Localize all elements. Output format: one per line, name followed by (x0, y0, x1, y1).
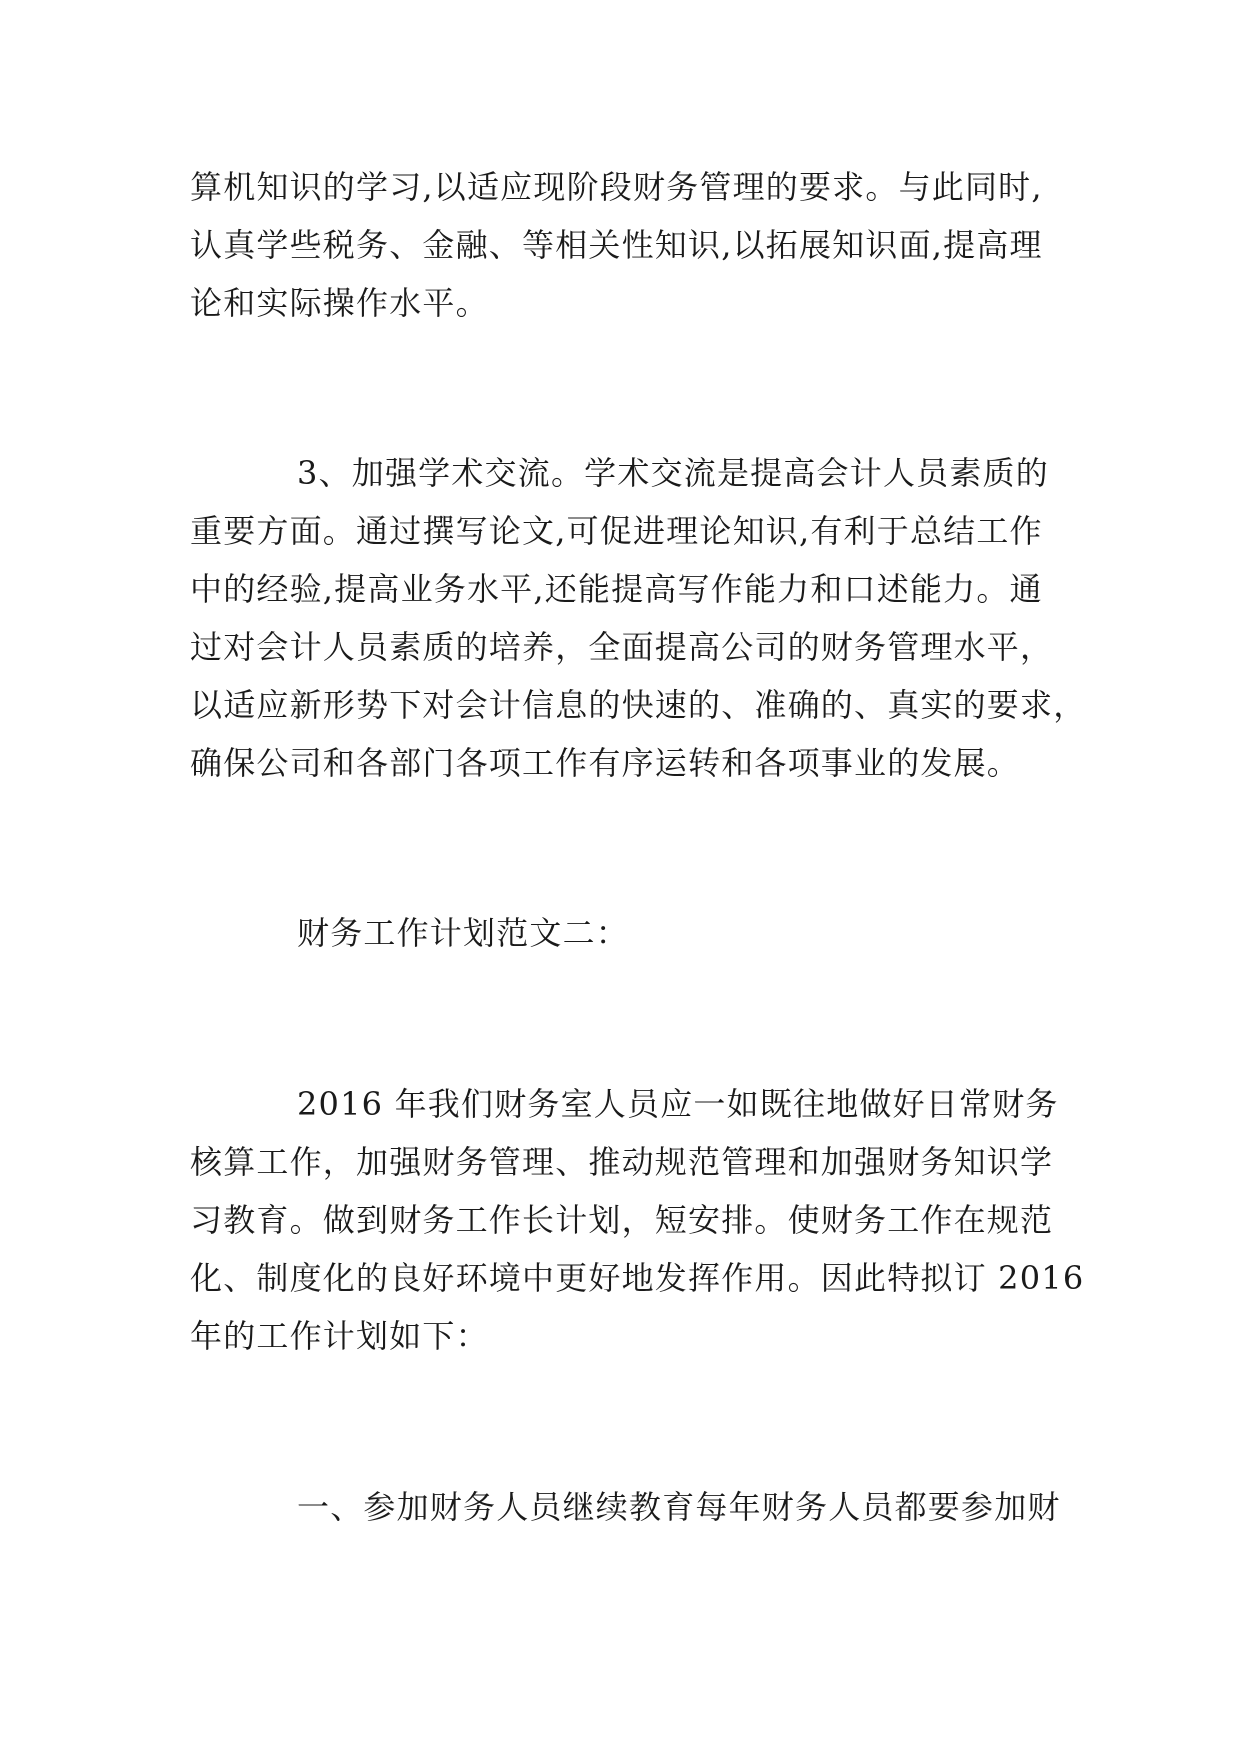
paragraph-line: 3、加强学术交流。学术交流是提高会计人员素质的 (297, 454, 1049, 492)
paragraph-line: 2016 年我们财务室人员应一如既往地做好日常财务 (297, 1085, 1059, 1123)
paragraph-line: 算机知识的学习,以适应现阶段财务管理的要求。与此同时, (190, 168, 1043, 206)
paragraph-line: 过对会计人员素质的培养，全面提高公司的财务管理水平， (190, 628, 1054, 666)
section-heading: 财务工作计划范文二： (297, 914, 630, 952)
paragraph-line: 认真学些税务、金融、等相关性知识,以拓展知识面,提高理 (190, 226, 1043, 264)
paragraph-line: 年的工作计划如下： (190, 1317, 489, 1355)
paragraph-line: 以适应新形势下对会计信息的快速的、准确的、真实的要求， (190, 686, 1087, 724)
paragraph-line: 重要方面。通过撰写论文,可促进理论知识,有利于总结工作 (190, 512, 1043, 550)
paragraph-line: 确保公司和各部门各项工作有序运转和各项事业的发展。 (190, 744, 1021, 782)
paragraph-line: 习教育。做到财务工作长计划，短安排。使财务工作在规范 (190, 1201, 1054, 1239)
paragraph-line: 中的经验,提高业务水平,还能提高写作能力和口述能力。通 (190, 570, 1043, 608)
paragraph-line: 化、制度化的良好环境中更好地发挥作用。因此特拟订 2016 (190, 1259, 1085, 1297)
paragraph-line: 一、参加财务人员继续教育每年财务人员都要参加财 (297, 1488, 1061, 1526)
paragraph-line: 核算工作，加强财务管理、推动规范管理和加强财务知识学 (190, 1143, 1054, 1181)
paragraph-line: 论和实际操作水平。 (190, 284, 489, 322)
